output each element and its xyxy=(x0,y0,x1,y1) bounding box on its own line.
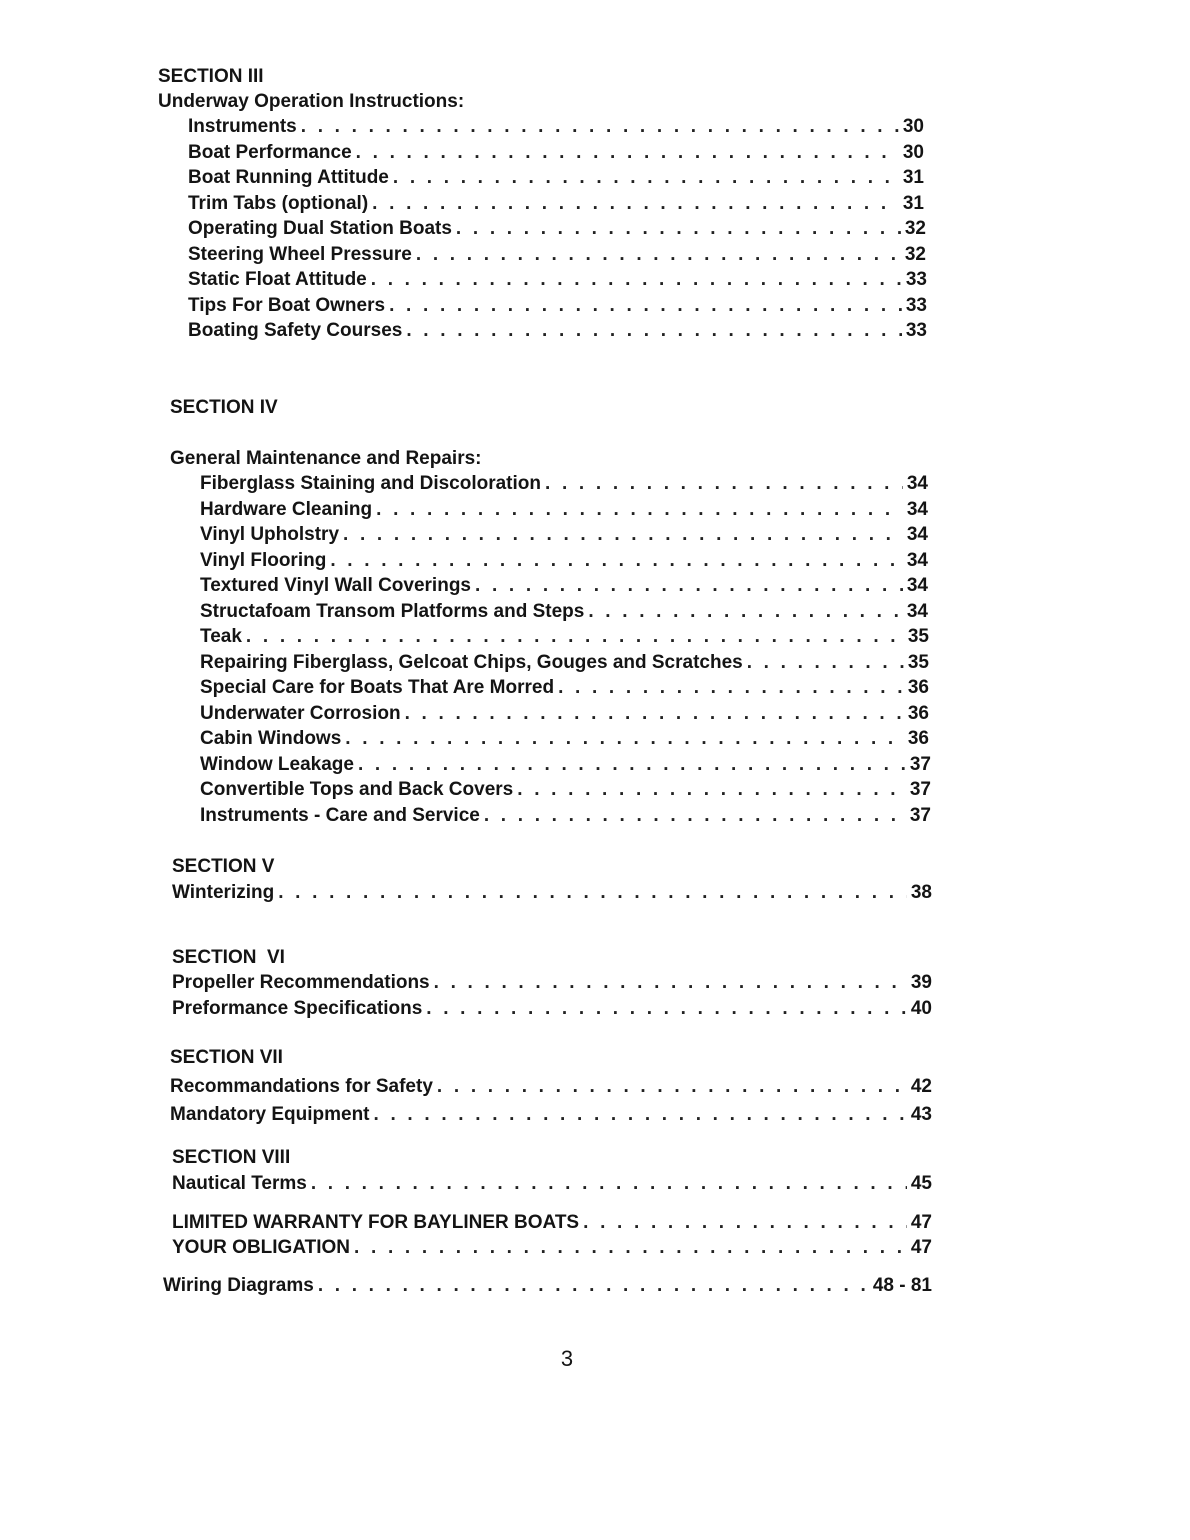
toc-entry[interactable] xyxy=(200,677,929,699)
toc-page: 31 xyxy=(902,193,924,214)
toc-title: Instruments - Care and Service xyxy=(200,805,480,826)
toc-entry[interactable] xyxy=(200,779,931,801)
toc-title: Preformance Specifications xyxy=(172,998,423,1019)
toc-entry[interactable] xyxy=(200,499,928,521)
dot-leader xyxy=(301,116,899,138)
toc-title: Boat Performance xyxy=(188,142,352,163)
dot-leader xyxy=(345,728,904,750)
toc-title: Convertible Tops and Back Covers xyxy=(200,779,514,800)
toc-entry[interactable] xyxy=(200,754,931,776)
toc-page: 36 xyxy=(907,677,929,698)
dot-leader xyxy=(406,320,902,342)
toc-page: 35 xyxy=(907,652,929,673)
toc-entry[interactable] xyxy=(200,550,928,572)
dot-leader xyxy=(583,1212,907,1234)
toc-title: Hardware Cleaning xyxy=(200,499,373,520)
dot-leader xyxy=(358,754,906,776)
toc-title: Vinyl Upholstry xyxy=(200,524,340,545)
toc-title: Fiberglass Staining and Discoloration xyxy=(200,473,541,494)
toc-page: 34 xyxy=(906,524,928,545)
toc-page: 47 xyxy=(910,1237,932,1258)
toc-page: 39 xyxy=(910,972,932,993)
dot-leader xyxy=(747,652,904,674)
toc-entry[interactable] xyxy=(200,626,929,648)
toc-entry[interactable] xyxy=(170,1076,932,1098)
toc-entry[interactable] xyxy=(188,269,927,291)
toc-title: YOUR OBLIGATION xyxy=(172,1237,351,1258)
section-heading: SECTION VIII xyxy=(172,1147,291,1168)
section-heading: SECTION III xyxy=(158,66,264,87)
dot-leader xyxy=(416,244,901,266)
toc-entry-obligation[interactable] xyxy=(172,1237,932,1259)
toc-page: 35 xyxy=(907,626,929,647)
toc-title: Instruments xyxy=(188,116,297,137)
toc-title: Underwater Corrosion xyxy=(200,703,401,724)
toc-title: Nautical Terms xyxy=(172,1173,307,1194)
toc-title: Special Care for Boats That Are Morred xyxy=(200,677,555,698)
toc-page: 33 xyxy=(905,320,927,341)
toc-page: 30 xyxy=(902,142,924,163)
dot-leader xyxy=(484,805,906,827)
toc-entry[interactable] xyxy=(200,805,931,827)
toc-page: 36 xyxy=(907,703,929,724)
toc-title: Structafoam Transom Platforms and Steps xyxy=(200,601,585,622)
toc-entry[interactable] xyxy=(188,142,924,164)
toc-page: 34 xyxy=(906,499,928,520)
toc-title: Mandatory Equipment xyxy=(170,1104,370,1125)
toc-entry[interactable] xyxy=(200,728,929,750)
toc-page: 45 xyxy=(910,1173,932,1194)
toc-page: 33 xyxy=(905,295,927,316)
toc-page: 36 xyxy=(907,728,929,749)
toc-page: 33 xyxy=(905,269,927,290)
toc-entry[interactable] xyxy=(200,601,928,623)
dot-leader xyxy=(558,677,904,699)
toc-title: Cabin Windows xyxy=(200,728,342,749)
toc-page: 31 xyxy=(902,167,924,188)
dot-leader xyxy=(456,218,901,240)
dot-leader xyxy=(343,524,903,546)
dot-leader xyxy=(311,1173,907,1195)
toc-entry[interactable] xyxy=(188,167,924,189)
toc-title: Boating Safety Courses xyxy=(188,320,403,341)
toc-page: 42 xyxy=(910,1076,932,1097)
dot-leader xyxy=(426,998,907,1020)
toc-entry[interactable] xyxy=(188,116,924,138)
dot-leader xyxy=(517,779,906,801)
section-subheading: Underway Operation Instructions: xyxy=(158,91,465,112)
section-heading: SECTION V xyxy=(172,856,275,877)
toc-title: Winterizing xyxy=(172,882,275,903)
dot-leader xyxy=(356,142,899,164)
section-subheading: General Maintenance and Repairs: xyxy=(170,448,482,469)
dot-leader xyxy=(371,269,902,291)
toc-title: Operating Dual Station Boats xyxy=(188,218,452,239)
toc-title: Steering Wheel Pressure xyxy=(188,244,412,265)
toc-entry[interactable] xyxy=(200,575,928,597)
toc-title: Trim Tabs (optional) xyxy=(188,193,369,214)
dot-leader xyxy=(372,193,899,215)
toc-entry[interactable] xyxy=(188,218,926,240)
toc-title: Textured Vinyl Wall Coverings xyxy=(200,575,471,596)
dot-leader xyxy=(475,575,903,597)
dot-leader xyxy=(437,1076,907,1098)
toc-title: Static Float Attitude xyxy=(188,269,367,290)
toc-entry[interactable] xyxy=(172,972,932,994)
toc-entry[interactable] xyxy=(188,244,926,266)
toc-entry[interactable] xyxy=(200,473,928,495)
toc-page: 38 xyxy=(910,882,932,903)
toc-page: 43 xyxy=(910,1104,932,1125)
toc-entry[interactable] xyxy=(188,295,927,317)
toc-title: Teak xyxy=(200,626,242,647)
dot-leader xyxy=(376,499,903,521)
toc-entry[interactable] xyxy=(172,1173,932,1195)
toc-entry[interactable] xyxy=(188,320,927,342)
toc-page: 32 xyxy=(904,218,926,239)
toc-title: Repairing Fiberglass, Gelcoat Chips, Gouges and Scratches xyxy=(200,652,743,673)
toc-title: LIMITED WARRANTY FOR BAYLINER BOATS xyxy=(172,1212,580,1233)
dot-leader xyxy=(246,626,904,648)
dot-leader xyxy=(278,882,907,904)
toc-entry[interactable] xyxy=(188,193,924,215)
toc-title: Boat Running Attitude xyxy=(188,167,389,188)
toc-title: Wiring Diagrams xyxy=(163,1275,314,1296)
toc-page: 40 xyxy=(910,998,932,1019)
dot-leader xyxy=(389,295,902,317)
toc-page: 47 xyxy=(910,1212,932,1233)
section-heading: SECTION VI xyxy=(172,947,285,968)
dot-leader xyxy=(330,550,903,572)
toc-page: 34 xyxy=(906,575,928,596)
toc-title: Tips For Boat Owners xyxy=(188,295,386,316)
toc-page: 34 xyxy=(906,473,928,494)
dot-leader xyxy=(434,972,907,994)
toc-entry[interactable] xyxy=(172,998,932,1020)
toc-entry-warranty[interactable] xyxy=(172,1212,932,1234)
toc-page: 37 xyxy=(909,779,931,800)
dot-leader xyxy=(545,473,903,495)
toc-entry[interactable] xyxy=(200,524,928,546)
section-heading: SECTION VII xyxy=(170,1047,283,1068)
toc-title: Recommandations for Safety xyxy=(170,1076,433,1097)
section-heading: SECTION IV xyxy=(170,397,278,418)
dot-leader xyxy=(588,601,903,623)
page-number: 3 xyxy=(560,1346,574,1371)
toc-page: 48 - 81 xyxy=(872,1275,932,1296)
dot-leader xyxy=(318,1275,869,1297)
toc-page: 37 xyxy=(909,805,931,826)
dot-leader xyxy=(374,1104,907,1126)
toc-entry[interactable] xyxy=(170,1104,932,1126)
toc-page: 30 xyxy=(902,116,924,137)
toc-entry[interactable] xyxy=(172,882,932,904)
toc-entry-wiring[interactable] xyxy=(163,1275,932,1297)
dot-leader xyxy=(393,167,899,189)
dot-leader xyxy=(405,703,904,725)
toc-page: 34 xyxy=(906,550,928,571)
toc-page: 37 xyxy=(909,754,931,775)
toc-title: Propeller Recommendations xyxy=(172,972,430,993)
toc-page: 34 xyxy=(906,601,928,622)
toc-title: Vinyl Flooring xyxy=(200,550,327,571)
dot-leader xyxy=(354,1237,907,1259)
toc-page: 32 xyxy=(904,244,926,265)
toc-entry[interactable] xyxy=(200,703,929,725)
toc-title: Window Leakage xyxy=(200,754,354,775)
toc-entry[interactable] xyxy=(200,652,929,674)
